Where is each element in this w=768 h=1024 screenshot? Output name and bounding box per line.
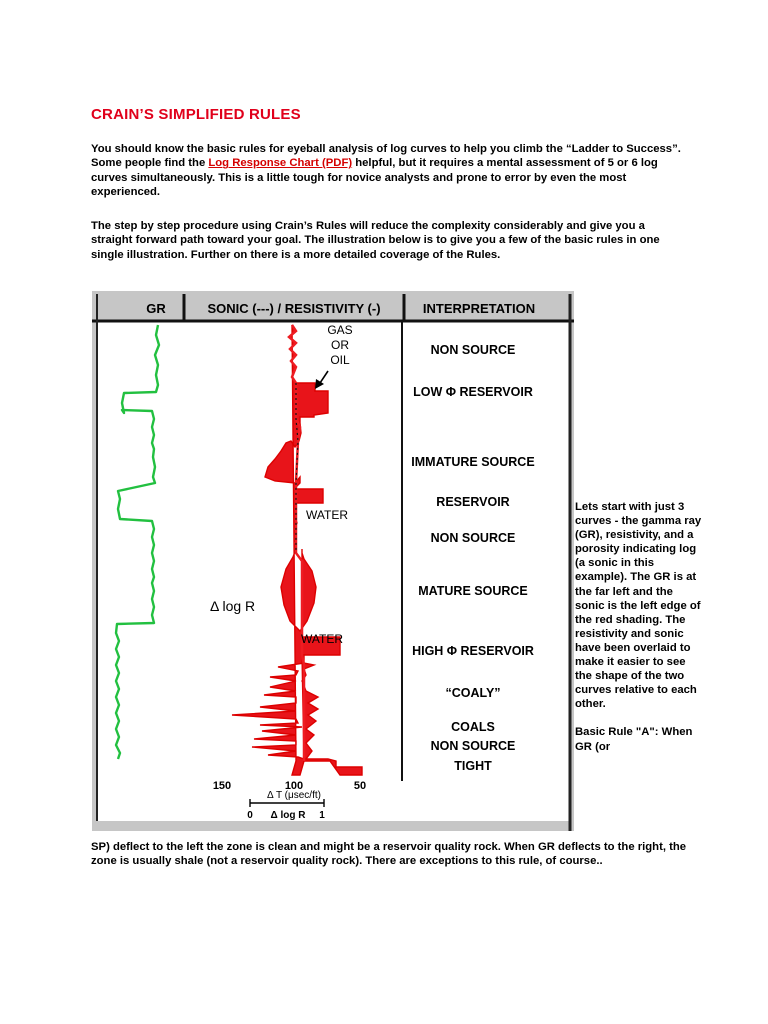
- side-text: Lets start with just 3 curves - the gamma ray (GR), resistivity, and a porosity indicating log (a sonic in this example). The GR is at the far left and the sonic is the left edge of the red shading. The resistivity and sonic have been overlaid to make it easier to see the shape of the two curves relative to each other.: [575, 501, 702, 711]
- header-interpretation: INTERPRETATION: [422, 301, 536, 316]
- interp-non-source-3: NON SOURCE: [430, 739, 516, 753]
- interp-coals: COALS: [451, 720, 495, 734]
- scale-tick-150: 150: [212, 780, 232, 792]
- interp-mature-source: MATURE SOURCE: [418, 584, 528, 598]
- log-illustration: [92, 291, 574, 831]
- side-paragraph: [575, 500, 705, 754]
- annotation-oil: OIL: [330, 353, 350, 367]
- log-response-chart-link[interactable]: Log Response Chart (PDF): [208, 157, 353, 170]
- scale-delta-log-r: Δ log R: [270, 810, 306, 821]
- interp-non-source-1: NON SOURCE: [430, 343, 516, 357]
- interp-high-porosity-reservoir: HIGH Φ RESERVOIR: [412, 644, 534, 658]
- annotation-delta-log-r: Δ log R: [210, 598, 256, 614]
- header-gr: GR: [146, 301, 166, 316]
- interp-low-porosity-reservoir: LOW Φ RESERVOIR: [413, 385, 533, 399]
- header-sonic-resistivity: SONIC (---) / RESISTIVITY (-): [207, 301, 381, 316]
- annotation-gas: GAS: [327, 323, 353, 337]
- interp-non-source-2: NON SOURCE: [430, 531, 516, 545]
- scale-tick-50: 50: [353, 780, 367, 792]
- basic-rule-a-heading: Basic Rule "A": When GR (or: [575, 726, 693, 753]
- page-title: CRAIN’S SIMPLIFIED RULES: [91, 106, 301, 123]
- log-illustration-svg: [92, 291, 574, 831]
- interp-coaly: “COALY”: [445, 686, 501, 700]
- intro-text-end: helpful, but it requires a mental assessment of 5 or 6 log curves simultaneously. This is a little tough for novice analysts and prone to error by even the most experienced.: [91, 157, 658, 198]
- interp-tight: TIGHT: [454, 759, 492, 773]
- procedure-paragraph: The step by step procedure using Crain’s Rules will reduce the complexity considerably and give you a straight forward path toward your goal. The illustration below is to give you a few of the basic rules in one single illustration. Further on there is a more detailed coverage of the Rules.: [91, 220, 660, 261]
- rule-a-continuation: SP) deflect to the left the zone is clean and might be a reservoir quality rock. When GR deflects to the right, the zone is usually shale (not a reservoir quality rock). There are exceptions to this rule, of course..: [91, 841, 687, 868]
- annotation-water-lower: WATER: [301, 632, 343, 646]
- annotation-water-upper: WATER: [306, 508, 348, 522]
- interp-immature-source: IMMATURE SOURCE: [411, 455, 535, 469]
- scale-one: 1: [319, 810, 325, 821]
- annotation-or: OR: [331, 338, 349, 352]
- intro-text-start: You should know the basic rules for eyeball analysis of log curves to help you climb the “Ladder to Success”. Some people find the: [91, 143, 681, 170]
- interp-reservoir: RESERVOIR: [436, 495, 510, 509]
- intro-paragraph: [91, 142, 685, 199]
- scale-zero: 0: [247, 810, 253, 821]
- delta-t-label: Δ T (μsec/ft): [267, 790, 321, 801]
- scale-tick-100: 100: [284, 780, 304, 792]
